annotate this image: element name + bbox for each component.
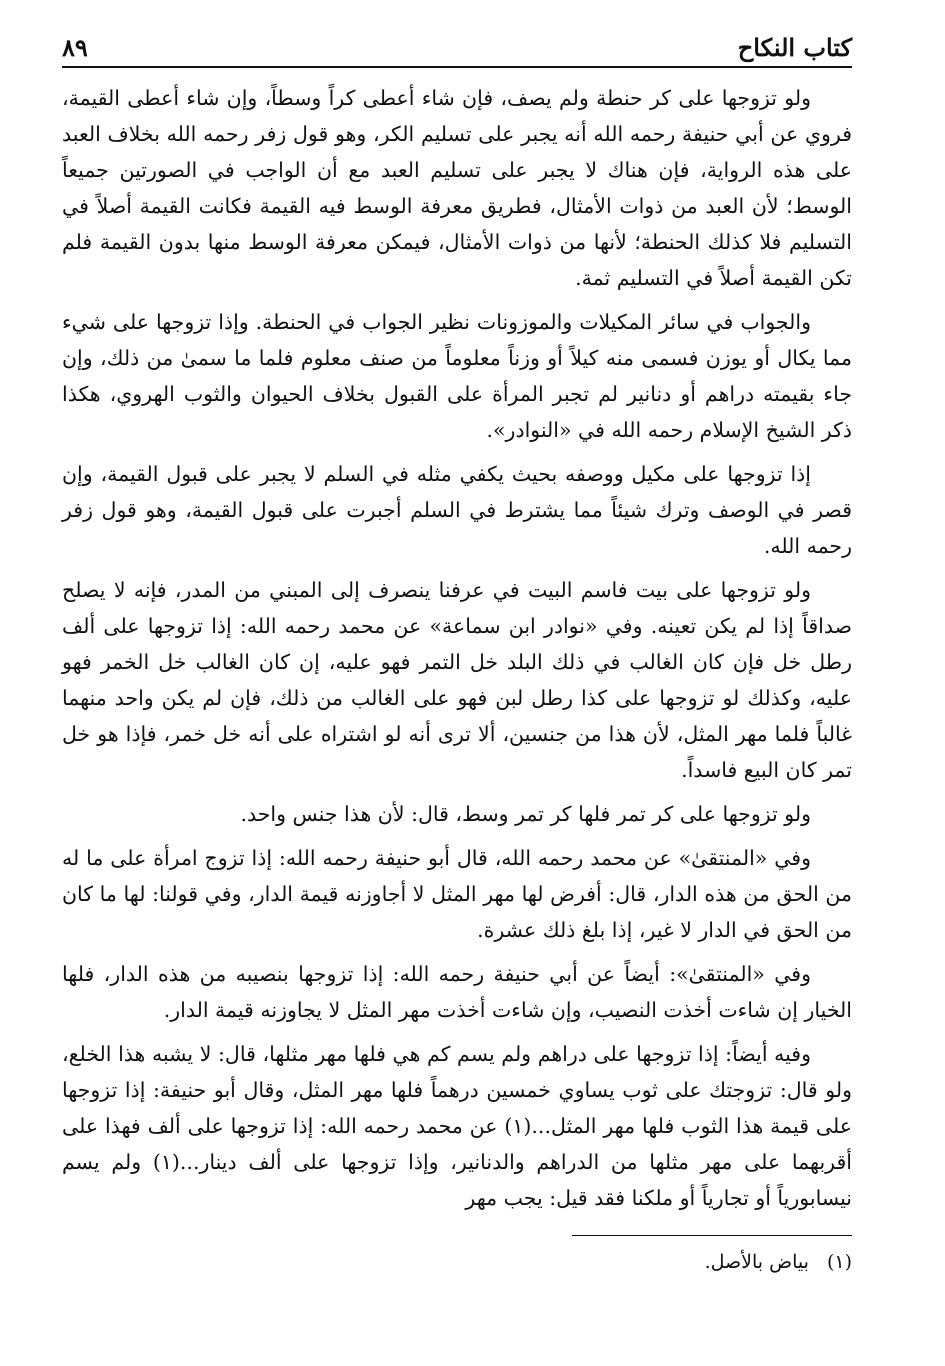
paragraph: ولو تزوجها على كر حنطة ولم يصف، فإن شاء أعطى كراً وسطاً، وإن شاء أعطى القيمة، فروي عن أبي حنيفة رحمه الله أنه يجبر على تسليم الكر، وهو قول زفر رحمه الله بخلاف العبد على هذه الرواية، فإن هناك لا يجبر على تسليم العبد مع أن الواجب في الصورتين جميعاً الوسط؛ لأن العبد من ذوات الأمثال، فطريق معرفة الوسط فيه القيمة فكانت القيمة أصلاً في التسليم فلا كذلك الحنطة؛ لأنها من ذوات الأمثال، فيمكن معرفة الوسط منها بدون القيمة فلم تكن القيمة أصلاً في التسليم ثمة.: [62, 86, 852, 290]
body-text: [62, 80, 852, 1216]
paragraph: ولو تزوجها على كر تمر فلها كر تمر وسط، قال: لأن هذا جنس واحد.: [240, 802, 811, 826]
footnote-text: بياض بالأصل.: [704, 1251, 809, 1273]
paragraph: إذا تزوجها على مكيل ووصفه بحيث يكفي مثله في السلم لا يجبر على قبول القيمة، وإن قصر في الوصف وترك شيئاً مما يشترط في السلم أجبرت على قبول القيمة، وهو قول زفر رحمه الله.: [62, 462, 852, 558]
footnote: [705, 1247, 852, 1277]
footnote-number: (١): [826, 1251, 852, 1273]
paragraph: وفي «المنتقىٰ» عن محمد رحمه الله، قال أبو حنيفة رحمه الله: إذا تزوج امرأة على ما له من الحق من هذه الدار، قال: أفرض لها مهر المثل لا أجاوزنه قيمة الدار، وفي قولنا: لها ما كان من الحق في الدار لا غير، إذا بلغ ذلك عشرة.: [62, 846, 852, 942]
book-title: كتاب النكاح: [737, 33, 852, 62]
paragraph: والجواب في سائر المكيلات والموزونات نظير الجواب في الحنطة. وإذا تزوجها على شيء مما يكال أو يوزن فسمى منه كيلاً أو وزناً معلوماً من صنف معلوم فلما ما سمىٰ من ذلك، وإن جاء بقيمته دراهم أو دنانير لم تجبر المرأة على القبول بخلاف الحيوان والثوب الهروي، هكذا ذكر الشيخ الإسلام رحمه الله في «النوادر».: [62, 310, 852, 442]
book-page: [62, 30, 852, 1340]
paragraph: وفي «المنتقىٰ»: أيضاً عن أبي حنيفة رحمه الله: إذا تزوجها بنصيبه من هذه الدار، فلها الخيار إن شاءت أخذت النصيب، وإن شاءت أخذت مهر المثل لا يجاوزنه قيمة الدار.: [62, 962, 852, 1022]
paragraph: ولو تزوجها على بيت فاسم البيت في عرفنا ينصرف إلى المبني من المدر، فإنه لا يصلح صداقاً إذا لم يكن تعينه. وفي «نوادر ابن سماعة» عن محمد رحمه الله: إذا تزوجها على ألف رطل خل فإن كان الغالب في ذلك البلد خل التمر فهو عليه، إن كان الغالب خل الخمر فهو عليه، وكذلك لو تزوجها على كذا رطل لبن فهو على الغالب من ذلك، فإن لم يكن واحد منهما غالباً فلما مهر المثل، لأن هذا من جنسين، ألا ترى أنه لو اشتراه على أنه خل خمر، فإذا هو خل تمر كان البيع فاسداً.: [62, 578, 852, 782]
footnote-divider: [572, 1235, 852, 1236]
paragraph: وفيه أيضاً: إذا تزوجها على دراهم ولم يسم كم هي فلها مهر مثلها، قال: لا يشبه هذا الخلع، ولو قال: تزوجتك على ثوب يساوي خمسين درهماً فلها مهر المثل، وقال أبو حنيفة: إذا تزوجها على قيمة هذا الثوب فلها مهر المثل...(١) عن محمد رحمه الله: إذا تزوجها على ألف فهذا على أقربهما على مهر مثلها من الدراهم والدنانير، وإذا تزوجها على ألف دينار...(١) ولم يسم نيسابورياً أو تجارياً أو ملكنا فقد قيل: يجب مهر: [62, 1042, 853, 1210]
page-number: ٨٩: [62, 33, 88, 62]
running-head: [62, 30, 852, 68]
